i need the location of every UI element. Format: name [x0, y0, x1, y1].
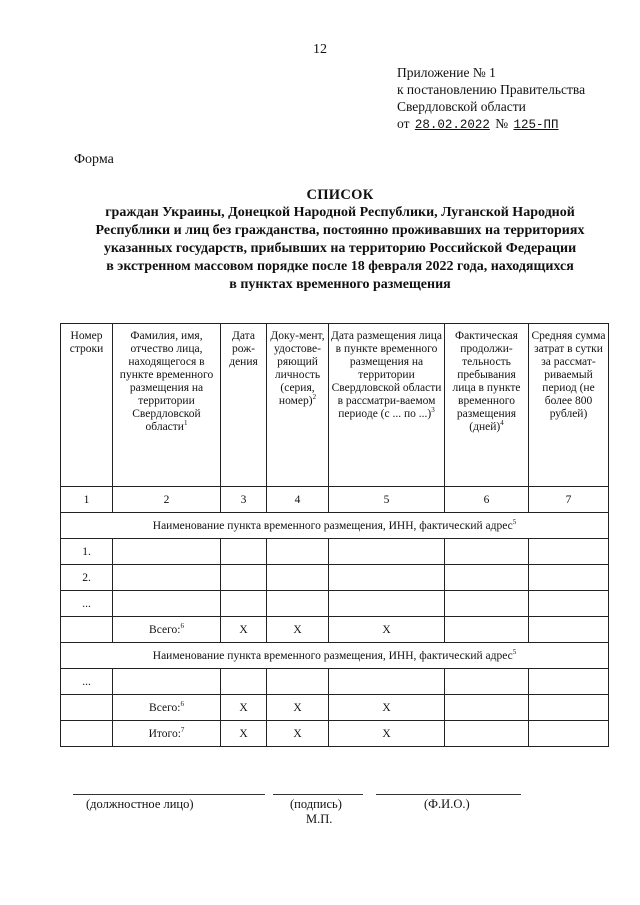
x-mark: Х — [329, 695, 445, 721]
table-cell — [329, 565, 445, 591]
table-cell — [61, 695, 113, 721]
column-number: 2 — [113, 487, 221, 513]
header-id-document: Доку-мент, удостове-ряющий личность (серия, номер)$^2$ — [267, 324, 329, 487]
table-cell — [445, 539, 529, 565]
header-row-number: Номер строки — [61, 324, 113, 487]
table-cell — [267, 565, 329, 591]
persons-table — [60, 323, 609, 747]
appendix-line-1: Приложение № 1 — [397, 65, 496, 80]
table-cell — [61, 617, 113, 643]
table-cell — [221, 539, 267, 565]
official-caption: (должностное лицо) — [86, 797, 194, 811]
section-title: Наименование пункта временного размещения, ИНН, фактический адрес$^5$ — [61, 643, 609, 669]
table-cell — [61, 721, 113, 747]
table-cell — [445, 591, 529, 617]
page-number: 12 — [313, 42, 327, 57]
column-number: 7 — [529, 487, 609, 513]
column-numbers-row — [61, 487, 609, 513]
table-cell — [445, 565, 529, 591]
stamp-placeholder: М.П. — [306, 812, 333, 826]
x-mark: Х — [267, 617, 329, 643]
title-line-1: граждан Украины, Донецкой Народной Республики, Луганской Народной — [105, 205, 575, 220]
appendix-date-line — [397, 115, 585, 134]
table-cell — [221, 669, 267, 695]
x-mark: Х — [329, 721, 445, 747]
total-row-2 — [61, 695, 609, 721]
title-main: СПИСОК — [306, 187, 374, 203]
table-cell — [221, 591, 267, 617]
table-cell — [529, 695, 609, 721]
table-cell — [267, 591, 329, 617]
column-number: 6 — [445, 487, 529, 513]
table-cell — [329, 669, 445, 695]
x-mark: Х — [267, 695, 329, 721]
appendix-line-3: Свердловской области — [397, 99, 526, 114]
document-title — [40, 186, 640, 294]
column-number: 5 — [329, 487, 445, 513]
table-row — [61, 591, 609, 617]
section-row-2 — [61, 643, 609, 669]
table-cell — [529, 669, 609, 695]
section-title: Наименование пункта временного размещения, ИНН, фактический адрес$^5$ — [61, 513, 609, 539]
x-mark: Х — [267, 721, 329, 747]
row-label: ... — [61, 669, 113, 695]
x-mark: Х — [221, 721, 267, 747]
grand-total-row — [61, 721, 609, 747]
table-cell — [267, 669, 329, 695]
appendix-line-2: к постановлению Правительства — [397, 82, 586, 97]
header-placement-date: Дата размещения лица в пункте временного размещения на территории Свердловской области в рассматри-ваемом периоде (с ... по ...)$^3$ — [329, 324, 445, 487]
table-cell — [113, 669, 221, 695]
table-cell — [445, 669, 529, 695]
table-row — [61, 669, 609, 695]
column-number: 3 — [221, 487, 267, 513]
header-full-name: Фамилия, имя, отчество лица, находящегося в пункте временного размещения на территории Свердловской области$^1$ — [113, 324, 221, 487]
table-cell — [113, 565, 221, 591]
signature-caption: (подпись) — [290, 797, 342, 811]
table-cell — [529, 721, 609, 747]
x-mark: Х — [221, 695, 267, 721]
table-cell — [529, 591, 609, 617]
table-cell — [113, 539, 221, 565]
column-number: 1 — [61, 487, 113, 513]
table-cell — [221, 565, 267, 591]
row-label: 1. — [61, 539, 113, 565]
total-label: Всего:$^6$ — [113, 695, 221, 721]
form-label: Форма — [74, 152, 114, 167]
signature-line — [273, 794, 363, 795]
table-cell — [113, 591, 221, 617]
row-label: 2. — [61, 565, 113, 591]
table-cell — [529, 565, 609, 591]
total-row-1 — [61, 617, 609, 643]
table-cell — [329, 591, 445, 617]
title-line-2: Республики и лиц без гражданства, постоянно проживавших на территориях — [95, 223, 585, 238]
x-mark: Х — [221, 617, 267, 643]
title-line-4: в экстренном массовом порядке после 18 февраля 2022 года, находящихся — [106, 259, 574, 274]
grand-total-label: Итого:$^7$ — [113, 721, 221, 747]
section-row-1 — [61, 513, 609, 539]
title-line-5: в пунктах временного размещения — [229, 277, 451, 292]
column-number: 4 — [267, 487, 329, 513]
table-cell — [445, 617, 529, 643]
table-cell — [329, 539, 445, 565]
number-prefix: № — [495, 116, 509, 131]
header-stay-duration: Фактическая продолжи-тельность пребывания лица в пункте временного размещения (дней)$^4$ — [445, 324, 529, 487]
x-mark: Х — [329, 617, 445, 643]
table-row — [61, 539, 609, 565]
table-cell — [529, 617, 609, 643]
total-label: Всего:$^6$ — [113, 617, 221, 643]
official-signature-line — [73, 794, 265, 795]
fio-caption: (Ф.И.О.) — [424, 797, 470, 811]
row-label: ... — [61, 591, 113, 617]
header-avg-cost: Средняя сумма затрат в сутки за рассмат-риваемый период (не более 800 рублей) — [529, 324, 609, 487]
table-cell — [529, 539, 609, 565]
header-row — [61, 324, 609, 487]
title-line-3: указанных государств, прибывших на территорию Российской Федерации — [103, 241, 577, 256]
appendix-number: 125-ПП — [513, 118, 559, 132]
appendix-date: 28.02.2022 — [414, 118, 490, 132]
fio-line — [376, 794, 521, 795]
table-cell — [445, 695, 529, 721]
table-cell — [267, 539, 329, 565]
header-birth-date: Дата рож-дения — [221, 324, 267, 487]
table-cell — [445, 721, 529, 747]
date-prefix: от — [397, 116, 410, 131]
table-row — [61, 565, 609, 591]
appendix-block — [397, 64, 585, 134]
